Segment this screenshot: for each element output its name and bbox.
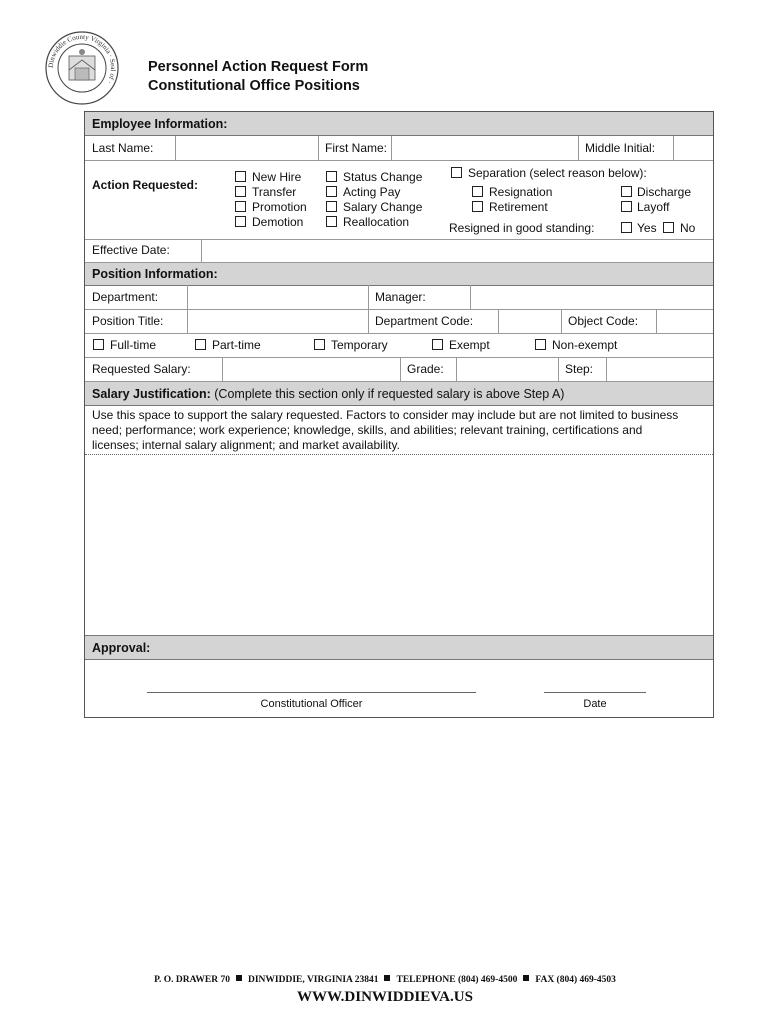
full-time-checkbox[interactable] (93, 339, 104, 350)
exempt-label: Exempt (449, 338, 490, 352)
acting-pay-checkbox[interactable] (326, 186, 337, 197)
footer-fax: FAX (804) 469-4503 (535, 975, 616, 985)
good-standing-yes-label: Yes (637, 221, 657, 235)
salary-justification-header (85, 381, 713, 406)
manager-field[interactable] (471, 286, 712, 308)
retirement-label: Retirement (489, 200, 548, 214)
justification-text-line-3: licenses; internal salary alignment; and market availability. (92, 438, 400, 452)
demotion-checkbox[interactable] (235, 216, 246, 227)
discharge-label: Discharge (637, 185, 692, 199)
non-exempt-checkbox[interactable] (535, 339, 546, 350)
reallocation-label: Reallocation (343, 215, 410, 229)
effective-date-label: Effective Date: (92, 243, 170, 257)
first-name-label: First Name: (325, 141, 388, 155)
step-field[interactable] (607, 358, 712, 380)
footer-website-link[interactable]: WWW.DINWIDDIEVA.US (297, 989, 473, 1005)
separation-label: Separation (select reason below): (468, 166, 647, 180)
middle-initial-field[interactable] (674, 137, 712, 159)
county-seal-logo (44, 30, 120, 106)
effective-date-field[interactable] (202, 240, 712, 261)
square-bullet-icon (523, 975, 529, 981)
promotion-label: Promotion (252, 200, 307, 214)
action-requested-label: Action Requested: (92, 178, 199, 192)
temporary-label: Temporary (331, 338, 388, 352)
square-bullet-icon (236, 975, 242, 981)
retirement-checkbox[interactable] (472, 201, 483, 212)
justification-text-line-1: Use this space to support the salary requested. Factors to consider may include but are not limited to business (92, 408, 679, 422)
non-exempt-label: Non-exempt (552, 338, 618, 352)
requested-salary-label: Requested Salary: (92, 362, 191, 376)
status-change-checkbox[interactable] (326, 171, 337, 182)
justification-text-line-2: need; performance; work experience; knowledge, skills, and abilities; relevant training, certifications and (92, 423, 643, 437)
temporary-checkbox[interactable] (314, 339, 325, 350)
separation-checkbox[interactable] (451, 167, 462, 178)
footer-telephone: TELEPHONE (804) 469-4500 (396, 975, 518, 985)
constitutional-officer-label: Constitutional Officer (260, 698, 363, 710)
manager-label: Manager: (375, 290, 426, 304)
title-line-1: Personnel Action Request Form (148, 59, 369, 75)
requested-salary-field[interactable] (223, 358, 399, 380)
promotion-checkbox[interactable] (235, 201, 246, 212)
footer-po-box: P. O. DRAWER 70 (154, 975, 230, 985)
department-field[interactable] (188, 286, 367, 308)
employee-information-header: Employee Information: (85, 112, 713, 136)
good-standing-no-label: No (680, 221, 696, 235)
resignation-checkbox[interactable] (472, 186, 483, 197)
department-code-label: Department Code: (375, 314, 474, 328)
personnel-form (84, 111, 714, 718)
good-standing-yes-checkbox[interactable] (621, 222, 632, 233)
status-change-label: Status Change (343, 170, 423, 184)
transfer-checkbox[interactable] (235, 186, 246, 197)
square-bullet-icon (384, 975, 390, 981)
position-title-label: Position Title: (92, 314, 164, 328)
constitutional-officer-signature-line[interactable] (147, 692, 476, 693)
grade-field[interactable] (457, 358, 557, 380)
middle-initial-label: Middle Initial: (585, 141, 656, 155)
justification-textarea[interactable] (86, 456, 712, 634)
layoff-checkbox[interactable] (621, 201, 632, 212)
department-code-field[interactable] (499, 310, 560, 332)
transfer-label: Transfer (252, 185, 297, 199)
salary-justification-label: Salary Justification: (92, 387, 211, 401)
full-time-label: Full-time (110, 338, 157, 352)
resignation-label: Resignation (489, 185, 553, 199)
new-hire-checkbox[interactable] (235, 171, 246, 182)
form-title (148, 58, 368, 96)
position-information-header: Position Information: (85, 262, 713, 286)
first-name-field[interactable] (392, 137, 577, 159)
salary-change-label: Salary Change (343, 200, 423, 214)
object-code-label: Object Code: (568, 314, 639, 328)
discharge-checkbox[interactable] (621, 186, 632, 197)
position-title-field[interactable] (188, 310, 367, 332)
layoff-label: Layoff (637, 200, 670, 214)
good-standing-no-checkbox[interactable] (663, 222, 674, 233)
approval-header: Approval: (85, 635, 713, 660)
title-line-2: Constitutional Office Positions (148, 78, 360, 94)
step-label: Step: (565, 362, 594, 376)
good-standing-label: Resigned in good standing: (449, 221, 595, 235)
svg-text:Dinwiddie County Virginia · Se: Dinwiddie County Virginia · Seal of · (46, 32, 118, 86)
object-code-field[interactable] (657, 310, 712, 332)
footer-address (0, 975, 770, 985)
new-hire-label: New Hire (252, 170, 302, 184)
part-time-checkbox[interactable] (195, 339, 206, 350)
exempt-checkbox[interactable] (432, 339, 443, 350)
approval-date-line[interactable] (544, 692, 646, 693)
footer-city: DINWIDDIE, VIRGINIA 23841 (248, 975, 379, 985)
demotion-label: Demotion (252, 215, 304, 229)
grade-label: Grade: (407, 362, 444, 376)
salary-change-checkbox[interactable] (326, 201, 337, 212)
salary-justification-note: (Complete this section only if requested salary is above Step A) (210, 387, 565, 401)
acting-pay-label: Acting Pay (343, 185, 401, 199)
approval-date-label: Date (583, 698, 607, 710)
part-time-label: Part-time (212, 338, 261, 352)
last-name-label: Last Name: (92, 141, 154, 155)
reallocation-checkbox[interactable] (326, 216, 337, 227)
last-name-field[interactable] (176, 137, 317, 159)
department-label: Department: (92, 290, 159, 304)
